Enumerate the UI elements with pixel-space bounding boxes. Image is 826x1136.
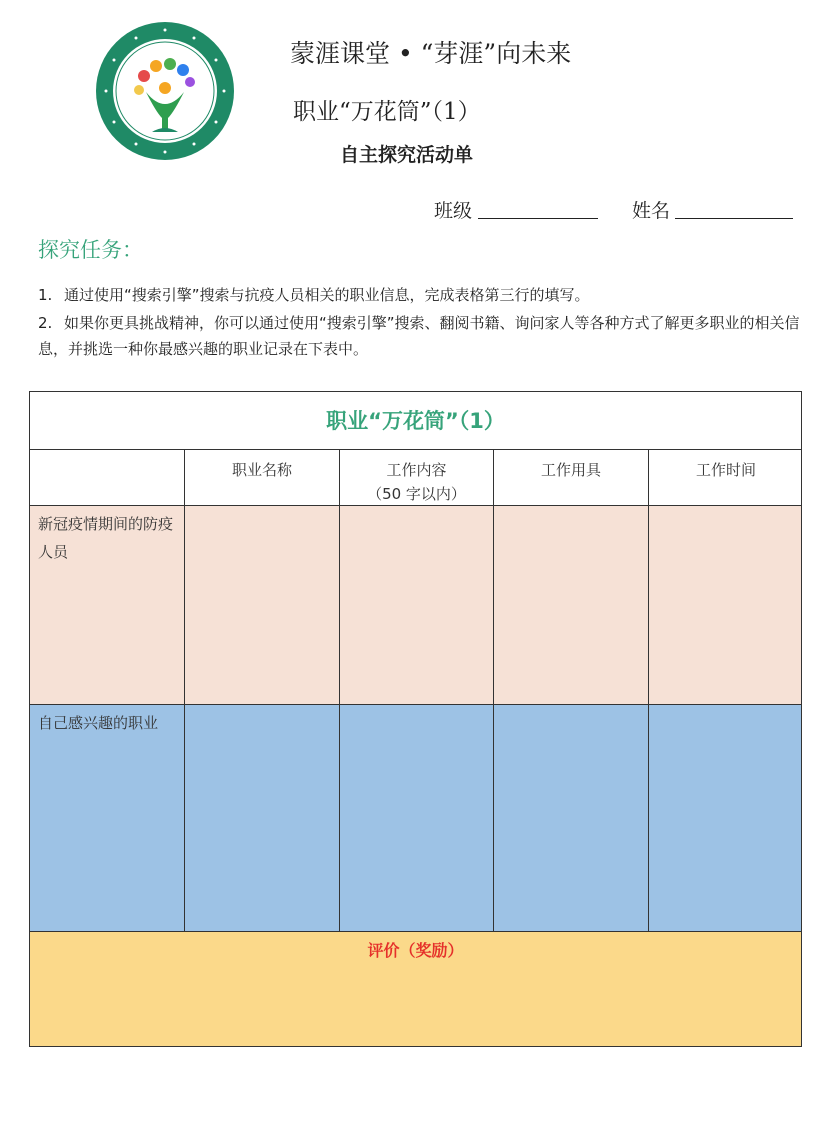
- class-field[interactable]: [478, 218, 598, 219]
- header-cell-job-name: 职业名称: [184, 450, 339, 505]
- header-cell-work-time: 工作时间: [648, 450, 803, 505]
- table-header-row: [30, 450, 801, 506]
- page-subtitle: 职业“万花筒”（1）: [293, 99, 481, 125]
- instruction-number: 2.: [38, 314, 53, 332]
- row-label-interested-career: 自己感兴趣的职业: [38, 714, 159, 732]
- table-row: [30, 506, 801, 705]
- school-emblem-icon: [94, 20, 236, 162]
- input-cell-work-content[interactable]: [339, 506, 493, 704]
- reward-row[interactable]: [30, 932, 801, 1046]
- header-cell-work-content: [339, 450, 493, 505]
- task-heading: 探究任务：: [38, 238, 143, 262]
- table-title: 职业“万花筒”（1）: [30, 392, 801, 450]
- input-cell-work-time[interactable]: [648, 705, 803, 931]
- instruction-item: [38, 310, 808, 362]
- name-label: 姓名: [632, 200, 671, 222]
- page-title: 蒙涯课堂 • “芽涯”向未来: [290, 39, 572, 68]
- input-cell-work-content[interactable]: [339, 705, 493, 931]
- table-row: [30, 705, 801, 932]
- header-cell-tools: 工作用具: [493, 450, 648, 505]
- instruction-item: [38, 282, 808, 308]
- class-label: 班级: [434, 200, 473, 222]
- header-cell-empty: [30, 450, 184, 505]
- name-field[interactable]: [675, 218, 793, 219]
- input-cell-job-name[interactable]: [184, 705, 339, 931]
- instruction-number: 1.: [38, 286, 53, 304]
- input-cell-tools[interactable]: [493, 506, 648, 704]
- input-cell-job-name[interactable]: [184, 506, 339, 704]
- input-cell-tools[interactable]: [493, 705, 648, 931]
- instruction-text: 通过使用“搜索引擎”搜索与抗疫人员相关的职业信息，完成表格第三行的填写。: [64, 286, 590, 304]
- header-cell-work-content-line2: （50 字以内）: [367, 485, 466, 503]
- sheet-title: 自主探究活动单: [340, 144, 474, 166]
- reward-label: 评价（奖励）: [367, 941, 464, 960]
- header-cell-work-content-line1: 工作内容: [386, 461, 447, 479]
- row-label-epidemic-workers: 新冠疫情期间的防疫人员: [38, 515, 174, 561]
- instruction-text: 如果你更具挑战精神，你可以通过使用“搜索引擎”搜索、翻阅书籍、询问家人等各种方式了解更多职业的相关信息，并挑选一种你最感兴趣的职业记录在下表中。: [38, 314, 800, 358]
- input-cell-work-time[interactable]: [648, 506, 803, 704]
- career-table: [29, 391, 802, 1047]
